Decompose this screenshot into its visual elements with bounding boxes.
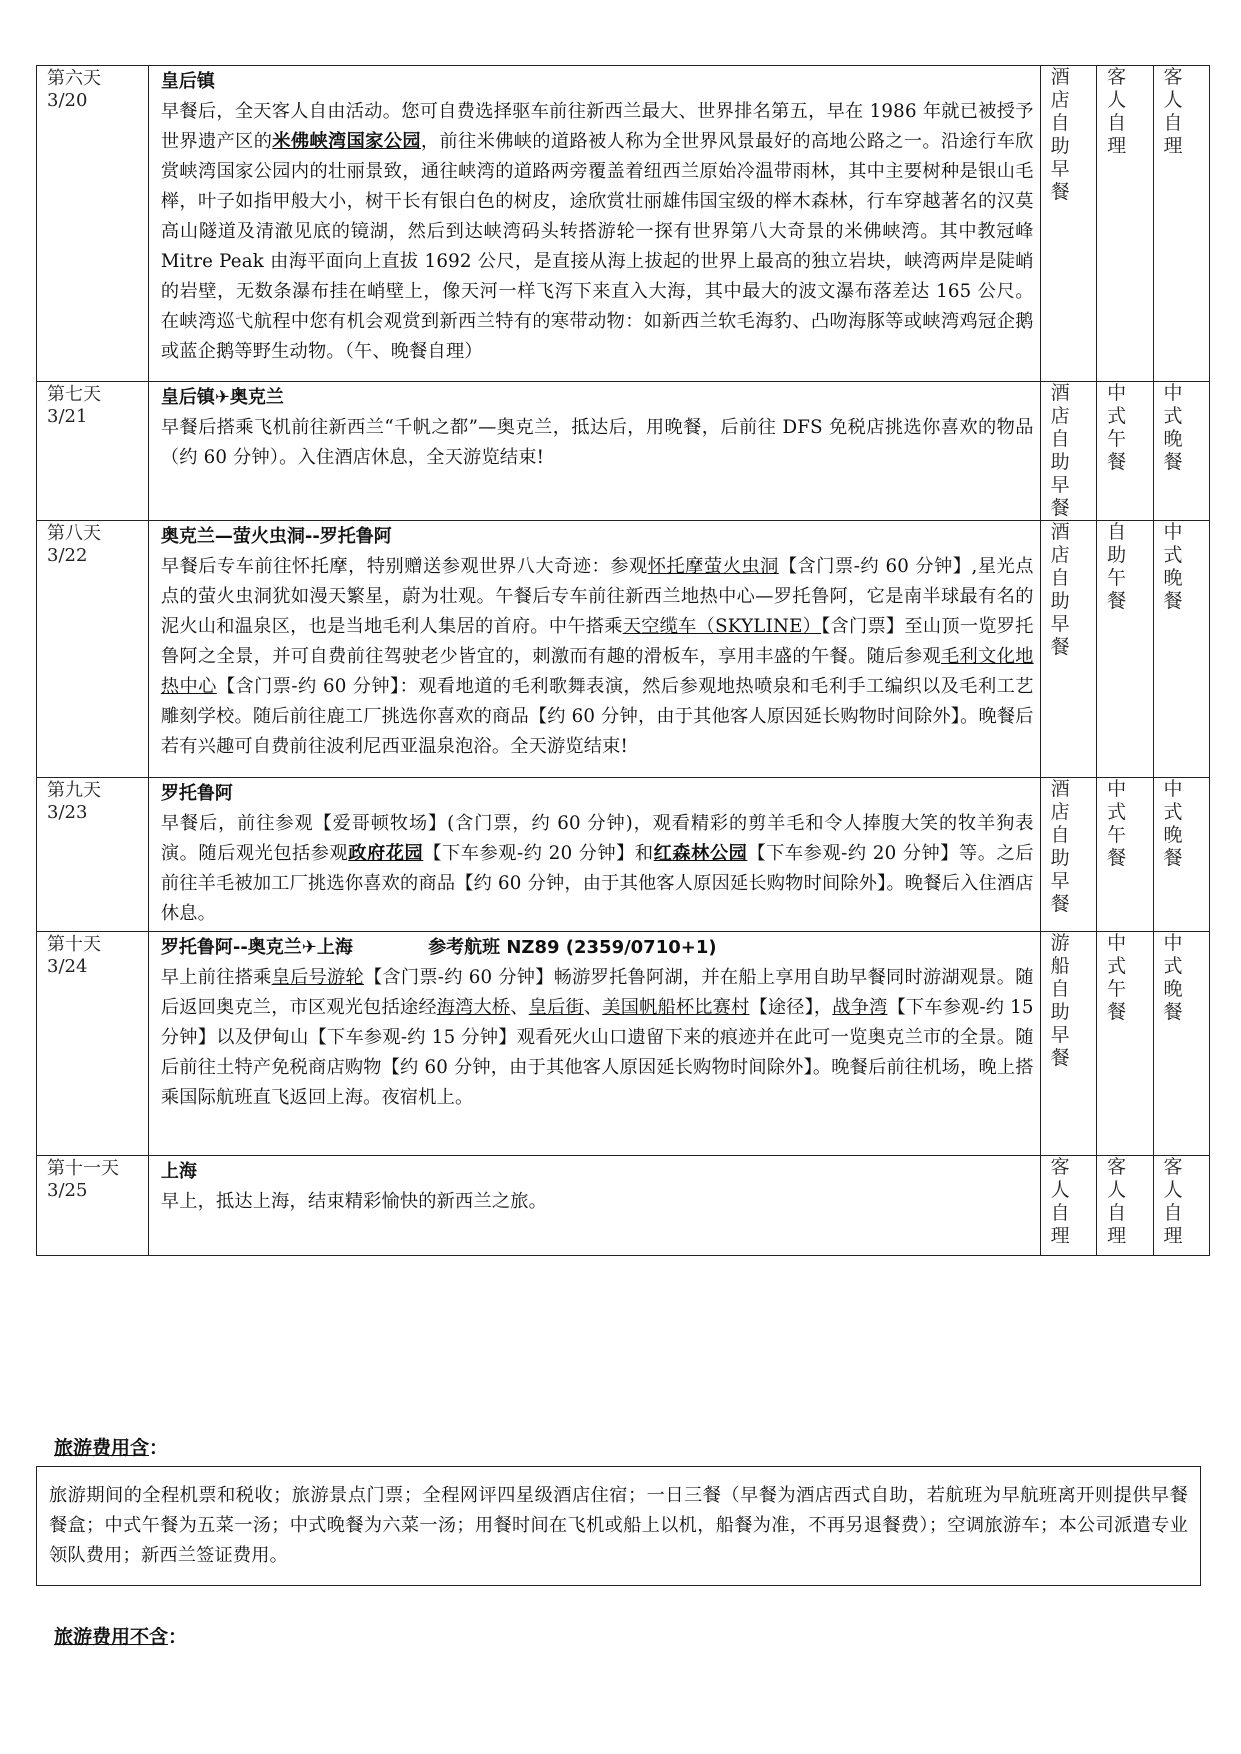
included-heading — [54, 1436, 168, 1460]
day-route-title: 奥克兰—萤火虫洞--罗托鲁阿 — [160, 526, 392, 547]
meal-text-lunch: 中式午餐 — [1107, 932, 1127, 1023]
day-description-cell — [148, 778, 1040, 932]
meal-cell-dinner — [1153, 932, 1209, 1156]
day-cell — [37, 778, 149, 932]
attraction-link-text: 战争湾 — [832, 997, 888, 1018]
day-description — [161, 809, 1034, 929]
meal-cell-dinner — [1153, 382, 1209, 521]
meal-cell-lunch — [1097, 1156, 1153, 1256]
day-description — [161, 1187, 1034, 1217]
attraction-link-text: 天空缆车（SKYLINE） — [622, 616, 822, 637]
description-text: 早上前往搭乘 — [160, 967, 272, 988]
day-description-cell — [148, 1156, 1040, 1256]
attraction-link-text: 皇后号游轮 — [271, 967, 364, 988]
day-cell — [37, 932, 149, 1156]
meal-cell-dinner — [1153, 778, 1209, 932]
description-text: 【下车参观-约 20 分钟】等。之后前往羊毛被加工厂挑选你喜欢的商品【约 60 分钟，由于其他客人原因延长购物时间除外】。晚餐后入住酒店休息。 — [160, 843, 1034, 924]
attraction-link-text: 毛利文化地热中心 — [160, 646, 1034, 697]
day-route-title: 罗托鲁阿--奥克兰✈上海 参考航班 NZ89 (2359/0710+1) — [160, 937, 717, 958]
meal-cell-breakfast — [1040, 382, 1096, 521]
day-date: 3/20 — [47, 90, 88, 111]
included-heading-label: 旅游费用含 — [54, 1437, 150, 1459]
meal-text-lunch: 中式午餐 — [1107, 778, 1127, 869]
description-text: 【含门票-约 60 分钟】畅游罗托鲁阿湖，并在船上享用自助早餐同时游湖观景。随后返回奥克兰，市区观光包括途经 — [160, 967, 1034, 1018]
day-label: 第十一天 — [47, 1158, 119, 1179]
day-route-title: 上海 — [160, 1161, 197, 1182]
description-text: 早餐后，前往参观【爱哥顿牧场】(含门票，约 60 分钟)，观看精彩的剪羊毛和令人捧腹大笑的牧羊狗表演。随后观光包括参观 — [160, 813, 1034, 864]
description-text: 早上，抵达上海，结束精彩愉快的新西兰之旅。 — [160, 1191, 547, 1212]
day-row — [37, 778, 1210, 932]
description-text: ，前往米佛峡的道路被人称为全世界风景最好的高地公路之一。沿途行车欣赏峡湾国家公园内的壮丽景致，通往峡湾的道路两旁覆盖着纽西兰原始冷温带雨林，其中主要树种是银山毛榉，叶子如指甲般大小，树干长有银白色的树皮，途欣赏壮丽雄伟国宝级的榉木森林，行车穿越著名的汉莫高山隧道及清澈见底的镜湖，然后到达峡湾码头转搭游轮一探有世界第八大奇景的米佛峡湾。其中教冠峰 Mitre Peak 由海平面向上直拔 1692 公尺，是直接从海上拔起的世界上最高的独立岩块，峡湾两岸是陡峭的岩壁，无数条瀑布挂在峭壁上，像天河一样飞泻下来直入大海，其中最大的波文瀑布落差达 165 公尺。在峡湾巡弋航程中您有机会观赏到新西兰特有的寒带动物：如新西兰软毛海豹、凸吻海豚等或峡湾鸡冠企鹅或蓝企鹅等野生动物。（午、晚餐自理） — [160, 131, 1034, 362]
itinerary-rows — [37, 66, 1210, 1256]
meal-cell-dinner — [1153, 521, 1209, 778]
attraction-link-text: 皇后街 — [528, 997, 584, 1018]
meal-text-lunch: 自助午餐 — [1107, 521, 1127, 612]
attraction-link-text: 政府花园 — [348, 843, 424, 864]
meal-text-breakfast: 游船自助早餐 — [1050, 932, 1070, 1069]
description-text: 【下车参观-约 20 分钟】和 — [423, 843, 654, 864]
attraction-link-text: 怀托摩萤火虫洞 — [647, 556, 779, 577]
included-box — [36, 1466, 1201, 1586]
day-date: 3/22 — [47, 545, 88, 566]
meal-cell-lunch — [1097, 382, 1153, 521]
day-label: 第八天 — [47, 523, 101, 544]
description-text: 【含门票】至山顶一览罗托鲁阿之全景，并可自费前往驾驶老少皆宜的，刺激而有趣的滑板车，享用丰盛的午餐。随后参观 — [160, 616, 1034, 667]
description-text: 【途径】， — [749, 997, 833, 1018]
day-route-title: 皇后镇✈奥克兰 — [160, 387, 284, 408]
excluded-heading — [54, 1625, 187, 1649]
meal-text-breakfast: 酒店自助早餐 — [1050, 66, 1070, 203]
day-row — [37, 932, 1210, 1156]
day-description-cell — [148, 932, 1040, 1156]
day-row — [37, 66, 1210, 382]
day-cell — [37, 66, 149, 382]
meal-text-dinner: 中式晚餐 — [1163, 932, 1183, 1023]
meal-cell-dinner — [1153, 66, 1209, 382]
day-cell — [37, 521, 149, 778]
meal-text-breakfast: 酒店自助早餐 — [1050, 521, 1070, 658]
attraction-link-text: 海湾大桥 — [436, 997, 511, 1018]
attraction-link-text: 美国帆船杯比赛村 — [602, 997, 750, 1018]
day-description — [161, 413, 1034, 473]
day-label: 第六天 — [47, 68, 101, 89]
day-date: 3/24 — [47, 956, 88, 977]
meal-text-dinner: 中式晚餐 — [1163, 521, 1183, 612]
excluded-heading-colon: ： — [168, 1626, 188, 1648]
day-date: 3/23 — [47, 802, 88, 823]
day-cell — [37, 1156, 149, 1256]
day-label: 第十天 — [47, 934, 101, 955]
meal-cell-breakfast — [1040, 521, 1096, 778]
meal-text-breakfast: 酒店自助早餐 — [1050, 382, 1070, 519]
day-label: 第七天 — [47, 384, 101, 405]
day-date: 3/25 — [47, 1180, 88, 1201]
included-text: 旅游期间的全程机票和税收；旅游景点门票；全程网评四星级酒店住宿；一日三餐（早餐为酒店西式自助，若航班为早航班离开则提供早餐餐盒；中式午餐为五菜一汤；中式晚餐为六菜一汤；用餐时间在飞机或船上以机，船餐为准，不再另退餐费）；空调旅游车；本公司派遣专业领队费用；新西兰签证费用。 — [49, 1485, 1188, 1566]
day-row — [37, 521, 1210, 778]
meal-text-breakfast: 酒店自助早餐 — [1050, 778, 1070, 915]
attraction-link-text: 米佛峡湾国家公园 — [272, 131, 421, 152]
meal-cell-breakfast — [1040, 932, 1096, 1156]
day-description-cell — [148, 382, 1040, 521]
description-text: 早餐后专车前往怀托摩，特别赠送参观世界八大奇迹：参观 — [160, 556, 648, 577]
description-text: 【含门票-约 60 分钟】：观看地道的毛利歌舞表演，然后参观地热喷泉和毛利手工编织以及毛利工艺雕刻学校。随后前往鹿工厂挑选你喜欢的商品【约 60 分钟，由于其他客人原因延长购物时间除外】。晚餐后若有兴趣可自费前往波利尼西亚温泉泡浴。全天游览结束! — [160, 676, 1034, 757]
day-date: 3/21 — [47, 406, 88, 427]
description-text: 【下车参观-约 15 分钟】以及伊甸山【下车参观-约 15 分钟】观看死火山口遗留下来的痕迹并在此可一览奥克兰市的全景。随后前往土特产免税商店购物【约 60 分钟，由于其他客人原因延长购物时间除外】。晚餐后前往机场，晚上搭乘国际航班直飞返回上海。夜宿机上。 — [160, 997, 1034, 1108]
meal-cell-lunch — [1097, 778, 1153, 932]
attraction-link-text: 红森林公园 — [653, 843, 748, 864]
meal-text-lunch: 客人自理 — [1107, 1156, 1127, 1247]
description-text: 早餐后搭乘飞机前往新西兰“千帆之都”—奥克兰，抵达后，用晚餐，后前往 DFS 免税店挑选你喜欢的物品（约 60 分钟）。入住酒店休息，全天游览结束! — [160, 417, 1034, 468]
day-cell — [37, 382, 149, 521]
meal-text-dinner: 中式晚餐 — [1163, 382, 1183, 473]
description-text: 【含门票-约 60 分钟】,星光点点的萤火虫洞犹如漫天繁星，蔚为壮观。午餐后专车前往新西兰地热中心—罗托鲁阿，它是南半球最有名的泥火山和温泉区，也是当地毛利人集居的首府。中午搭乘 — [160, 556, 1034, 637]
itinerary-table — [36, 65, 1210, 1256]
meal-text-dinner: 客人自理 — [1163, 66, 1183, 157]
meal-cell-lunch — [1097, 66, 1153, 382]
included-heading-colon: ： — [149, 1437, 169, 1459]
day-description — [161, 97, 1034, 367]
day-description — [161, 963, 1034, 1113]
meal-text-dinner: 客人自理 — [1163, 1156, 1183, 1247]
meal-cell-lunch — [1097, 521, 1153, 778]
meal-cell-breakfast — [1040, 778, 1096, 932]
meal-cell-breakfast — [1040, 66, 1096, 382]
meal-cell-dinner — [1153, 1156, 1209, 1256]
description-text: 、 — [510, 997, 529, 1018]
day-description-cell — [148, 66, 1040, 382]
day-label: 第九天 — [47, 780, 101, 801]
meal-text-dinner: 中式晚餐 — [1163, 778, 1183, 869]
meal-text-lunch: 客人自理 — [1107, 66, 1127, 157]
day-row — [37, 1156, 1210, 1256]
day-row — [37, 382, 1210, 521]
description-text: 早餐后，全天客人自由活动。您可自费选择驱车前往新西兰最大、世界排名第五，早在 1986 年就已被授予世界遗产区的 — [160, 101, 1034, 152]
day-route-title: 罗托鲁阿 — [160, 783, 233, 804]
meal-text-lunch: 中式午餐 — [1107, 382, 1127, 473]
day-description-cell — [148, 521, 1040, 778]
meal-cell-breakfast — [1040, 1156, 1096, 1256]
description-text: 、 — [583, 997, 603, 1018]
meal-text-breakfast: 客人自理 — [1050, 1156, 1070, 1247]
meal-cell-lunch — [1097, 932, 1153, 1156]
day-description — [161, 552, 1034, 762]
excluded-heading-label: 旅游费用不含 — [54, 1626, 169, 1648]
day-route-title: 皇后镇 — [160, 71, 215, 92]
